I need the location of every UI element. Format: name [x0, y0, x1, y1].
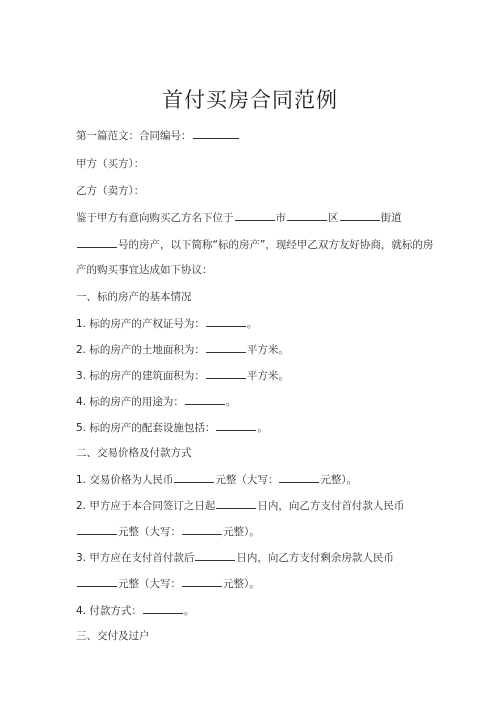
- balance-capital-blank: [182, 576, 222, 587]
- price-3-capital-label: 元整（大写：: [118, 578, 181, 590]
- price-1-label: 1. 交易价格为人民币: [76, 474, 174, 486]
- price-4-line: [76, 603, 436, 618]
- item-2-label: 2. 标的房产的土地面积为：: [76, 344, 205, 356]
- price-2-capital-label: 元整（大写：: [118, 526, 181, 538]
- party-b-line: [76, 184, 436, 198]
- balance-days-blank: [195, 550, 235, 561]
- item-3-unit: 平方米。: [246, 370, 289, 382]
- down-payment-capital-blank: [182, 524, 222, 535]
- section-1-title: 一、标的房产的基本情况: [76, 291, 192, 303]
- payment-method-blank: [143, 603, 183, 614]
- item-3-label: 3. 标的房产的建筑面积为：: [76, 370, 205, 382]
- price-3-line: [76, 550, 436, 565]
- contract-number-line: [76, 128, 436, 143]
- city-label: 市: [275, 212, 286, 224]
- price-4-end: 。: [183, 605, 195, 617]
- price-3-label: 3. 甲方应在支付首付款后: [76, 552, 195, 564]
- party-a-line: [76, 157, 436, 171]
- price-4-label: 4. 付款方式：: [76, 605, 142, 617]
- party-a-label: 甲方（买方）：: [76, 158, 145, 170]
- preamble-line-3: [76, 263, 436, 277]
- certificate-blank: [206, 316, 246, 327]
- price-1-end: 元整）。: [320, 474, 358, 486]
- preamble-line-1: [76, 210, 436, 225]
- down-payment-days-blank: [216, 498, 256, 509]
- section-3-title: 三、交付及过户: [76, 630, 150, 642]
- section-3-heading: [76, 629, 436, 643]
- item-1-line: [76, 316, 436, 331]
- item-5-end: 。: [257, 422, 268, 434]
- price-3-mid: 日内，向乙方支付剩余房款人民币: [236, 552, 394, 564]
- price-3-end: 元整）。: [223, 578, 260, 590]
- price-2-cont-line: [76, 524, 436, 539]
- price-2-line: [76, 498, 436, 513]
- down-payment-amount-blank: [77, 524, 117, 535]
- party-b-label: 乙方（卖方）：: [76, 185, 145, 197]
- preamble-text: 鉴于甲方有意向购买乙方名下位于: [76, 212, 234, 224]
- price-amount-blank: [174, 472, 214, 483]
- city-blank: [235, 210, 275, 221]
- price-2-label: 2. 甲方应于本合同签订之日起: [76, 500, 216, 512]
- usage-blank: [185, 394, 225, 405]
- contract-number-label: 第一篇范文：合同编号：: [76, 130, 192, 142]
- price-1-mid: 元整（大写：: [215, 474, 279, 486]
- house-number-blank: [77, 237, 117, 248]
- item-2-line: [76, 342, 436, 357]
- item-4-label: 4. 标的房产的用途为：: [76, 396, 184, 408]
- item-1-end: 。: [246, 318, 258, 330]
- building-area-blank: [206, 368, 246, 379]
- price-capital-blank: [279, 472, 319, 483]
- preamble-text-2: 号的房产，以下简称“标的房产”，现经甲乙双方友好协商，就标的房: [118, 239, 434, 251]
- street-blank: [340, 210, 380, 221]
- balance-amount-blank: [77, 576, 117, 587]
- facilities-blank: [216, 420, 256, 431]
- price-2-mid: 日内，向乙方支付首付款人民币: [257, 500, 405, 512]
- land-area-blank: [206, 342, 246, 353]
- preamble-line-2: [76, 237, 436, 252]
- preamble-text-3: 产的购买事宜达成如下协议：: [76, 264, 213, 276]
- district-label: 区: [328, 212, 339, 224]
- document-title: 首付买房合同范例: [162, 88, 338, 112]
- contract-number-blank: [193, 128, 239, 139]
- section-1-heading: [76, 290, 436, 304]
- price-3-cont-line: [76, 576, 436, 591]
- section-2-title: 二、交易价格及付款方式: [76, 447, 192, 459]
- item-1-label: 1. 标的房产的产权证号为：: [76, 318, 205, 330]
- item-3-line: [76, 368, 436, 383]
- district-blank: [287, 210, 327, 221]
- street-label: 街道: [380, 212, 402, 224]
- item-5-label: 5. 标的房产的配套设施包括：: [76, 422, 216, 434]
- item-5-line: [76, 420, 436, 435]
- section-2-heading: [76, 446, 436, 460]
- item-4-line: [76, 394, 436, 409]
- item-4-end: 。: [225, 396, 237, 408]
- price-2-end: 元整）。: [223, 526, 260, 538]
- price-1-line: [76, 472, 436, 487]
- item-2-unit: 平方米。: [246, 344, 289, 356]
